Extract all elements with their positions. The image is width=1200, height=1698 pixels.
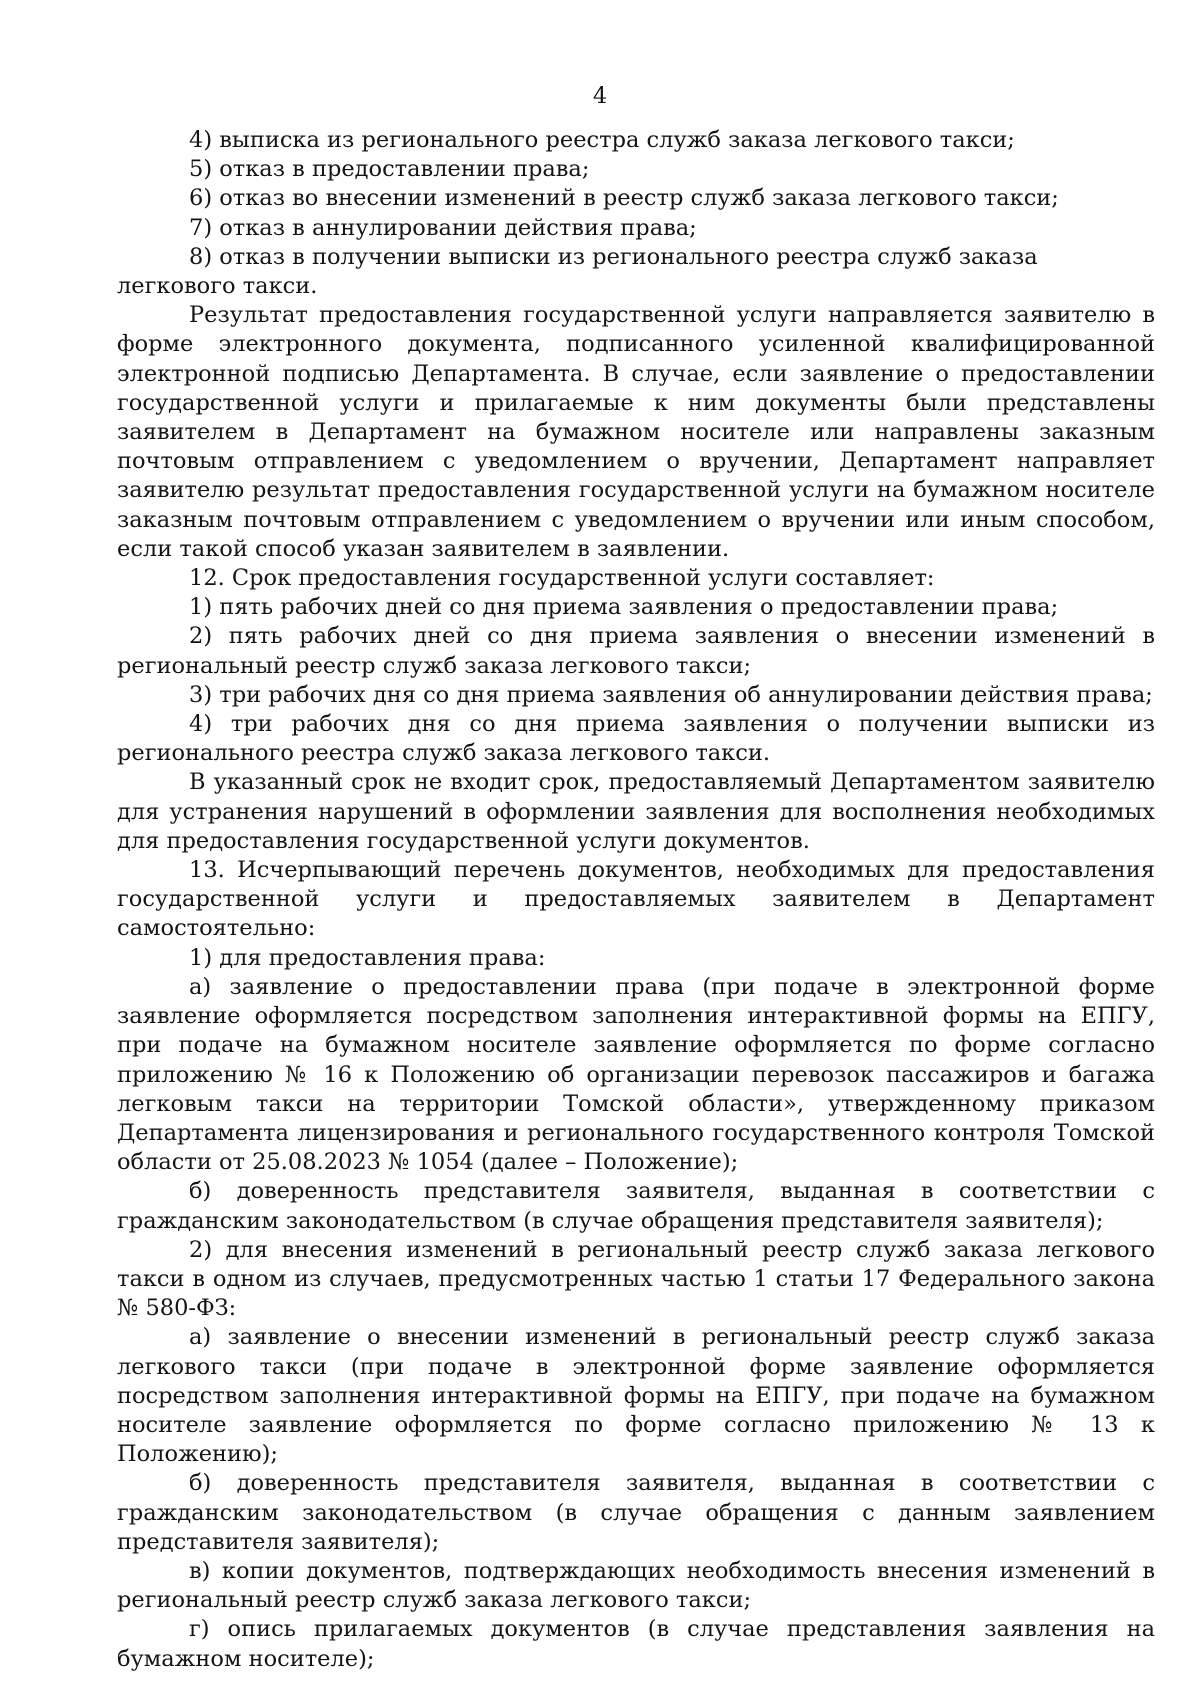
paragraph: 13. Исчерпывающий перечень документов, необходимых для предоставления государственной услуги и предоставляемых заявителем в Департамент самостоятельно:	[117, 857, 1155, 942]
paragraph: в) копии документов, подтверждающих необходимость внесения изменений в региональный реестр служб заказа легкового такси;	[117, 1557, 1155, 1614]
paragraph: а) заявление о предоставлении права (при подаче в электронной форме заявление оформляется посредством заполнения интерактивной формы на ЕПГУ, при подаче на бумажном носителе заявление оформляется по форме согласно приложению № 16 к Положению об организации перевозок пассажиров и багажа легковым такси на территории Томской области», утвержденному приказом Департамента лицензирования и регионального государственного контроля Томской области от 25.08.2023 № 1054 (далее – Положение);	[117, 973, 1155, 1176]
paragraph: б) доверенность представителя заявителя, выданная в соответствии с гражданским законодательством (в случае обращения представителя заявителя);	[117, 1178, 1155, 1234]
paragraph: 1) для предоставления права:	[189, 944, 546, 971]
paragraph: 5) отказ в предоставлении права;	[189, 156, 590, 183]
paragraph: 2) для внесения изменений в региональный реестр служб заказа легкового такси в одном из случаев, предусмотренных частью 1 статьи 17 Федерального закона № 580-ФЗ:	[117, 1236, 1155, 1322]
paragraph: 6) отказ во внесении изменений в реестр служб заказа легкового такси;	[189, 185, 1059, 212]
paragraph: 8) отказ в получении выписки из регионального реестра служб заказа легкового такси.	[117, 243, 1038, 300]
paragraph: б) доверенность представителя заявителя, выданная в соответствии с гражданским законодательством (в случае обращения с данным заявлением представителя заявителя);	[117, 1470, 1155, 1555]
page-number: 4	[592, 83, 608, 109]
paragraph: 2) пять рабочих дней со дня приема заявления о внесении изменений в региональный реестр служб заказа легкового такси;	[117, 623, 1155, 679]
paragraph: 12. Срок предоставления государственной услуги составляет:	[189, 565, 935, 592]
paragraph: 7) отказ в аннулировании действия права;	[189, 214, 697, 241]
paragraph: 1) пять рабочих дней со дня приема заявления о предоставлении права;	[189, 594, 1059, 621]
paragraph: 3) три рабочих дня со дня приема заявления об аннулировании действия права;	[189, 681, 1153, 708]
paragraph: В указанный срок не входит срок, предоставляемый Департаментом заявителю для устранения нарушений в оформлении заявления для восполнения необходимых для предоставления государственной услуги документов.	[117, 769, 1155, 854]
document-body	[117, 126, 1155, 1674]
paragraph: Результат предоставления государственной услуги направляется заявителю в форме электронного документа, подписанного усиленной квалифицированной электронной подписью Департамента. В случае, если заявление о предоставлении государственной услуги и прилагаемые к ним документы были представлены заявителем в Департамент на бумажном носителе или направлены заказным почтовым отправлением с уведомлением о вручении, Департамент направляет заявителю результат предоставления государственной услуги на бумажном носителе заказным почтовым отправлением с уведомлением о вручении или иным способом, если такой способ указан заявителем в заявлении.	[117, 302, 1155, 562]
paragraph: г) опись прилагаемых документов (в случае представления заявления на бумажном носителе);	[117, 1616, 1155, 1672]
paragraph: а) заявление о внесении изменений в региональный реестр служб заказа легкового такси (при подаче в электронной форме заявление оформляется посредством заполнения интерактивной формы на ЕПГУ, при подаче на бумажном носителе заявление оформляется по форме согласно приложению № 13 к Положению);	[117, 1324, 1155, 1468]
paragraph: 4) три рабочих дня со дня приема заявления о получении выписки из регионального реестра служб заказа легкового такси.	[117, 711, 1155, 767]
paragraph: 4) выписка из регионального реестра служб заказа легкового такси;	[189, 127, 1015, 153]
